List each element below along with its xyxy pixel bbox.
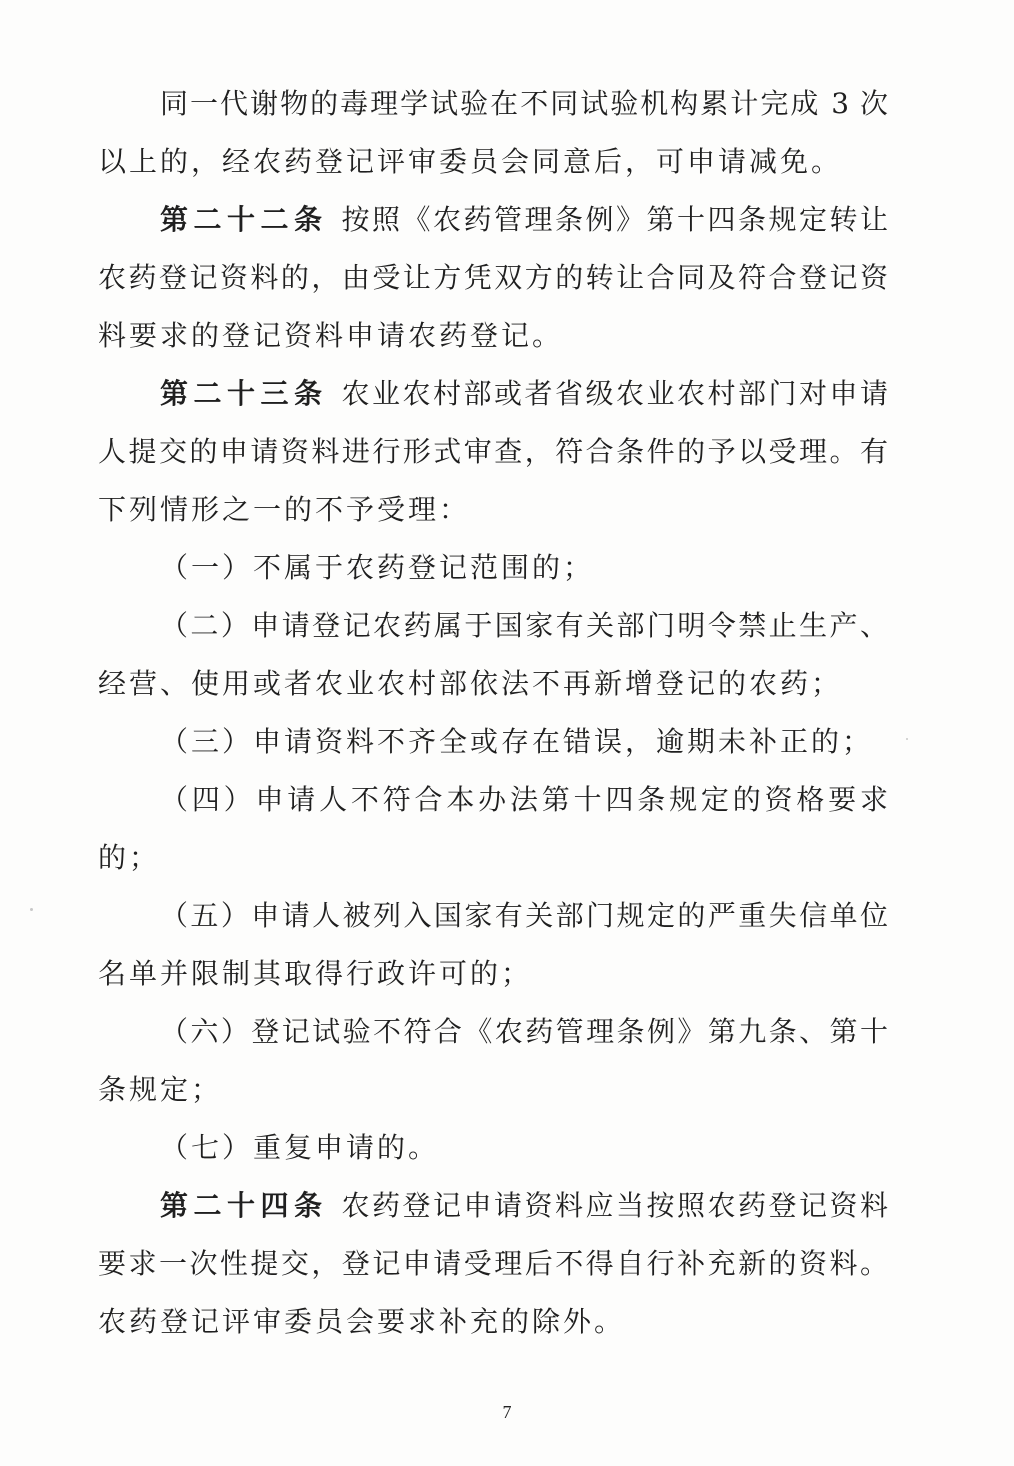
text-line-22: 农药登记评审委员会要求补充的除外。 (98, 1305, 626, 1338)
scan-speck (30, 908, 33, 911)
text-line-05: 料要求的登记资料申请农药登记。 (98, 319, 564, 352)
list-item-5-cont: 名单并限制其取得行政许可的； (98, 957, 533, 990)
article-23-text: 农业农村部或者省级农业农村部门对申请 (341, 377, 888, 410)
article-24-text: 农药登记申请资料应当按照农药登记资料 (341, 1189, 888, 1222)
article-24-heading: 第二十四条 (160, 1189, 328, 1222)
list-item-4-cont: 的； (98, 841, 161, 874)
text-line-08: 下列情形之一的不予受理： (98, 493, 471, 526)
list-item-7: （七）重复申请的。 (160, 1131, 440, 1164)
list-item-2-cont: 经营、使用或者农业农村部依法不再新增登记的农药； (98, 667, 843, 700)
text-line-21: 要求一次性提交，登记申请受理后不得自行补充新的资料。 (98, 1247, 888, 1280)
text-line-04: 农药登记资料的，由受让方凭双方的转让合同及符合登记资 (98, 261, 888, 294)
text-line-02: 以上的，经农药登记评审委员会同意后，可申请减免。 (98, 145, 843, 178)
list-item-2: （二）申请登记农药属于国家有关部门明令禁止生产、 (160, 609, 888, 642)
list-item-4: （四）申请人不符合本办法第十四条规定的资格要求 (160, 783, 888, 816)
article-24-line (160, 1180, 888, 1232)
scan-speck (906, 738, 908, 740)
article-23-heading: 第二十三条 (160, 377, 328, 410)
list-item-1: （一）不属于农药登记范围的； (160, 551, 595, 584)
article-23-line (160, 368, 888, 420)
list-item-6: （六）登记试验不符合《农药管理条例》第九条、第十 (160, 1015, 888, 1048)
list-item-3: （三）申请资料不齐全或存在错误，逾期未补正的； (160, 725, 874, 758)
page-number: 7 (502, 1402, 512, 1422)
article-22-heading: 第二十二条 (160, 203, 328, 236)
list-item-5: （五）申请人被列入国家有关部门规定的严重失信单位 (160, 899, 888, 932)
text-line-01: 同一代谢物的毒理学试验在不同试验机构累计完成 3 次 (160, 87, 888, 120)
article-22-text: 按照《农药管理条例》第十四条规定转让 (341, 203, 888, 236)
text-line-07: 人提交的申请资料进行形式审查，符合条件的予以受理。有 (98, 435, 888, 468)
article-22-line (160, 194, 888, 246)
list-item-6-cont: 条规定； (98, 1073, 223, 1106)
